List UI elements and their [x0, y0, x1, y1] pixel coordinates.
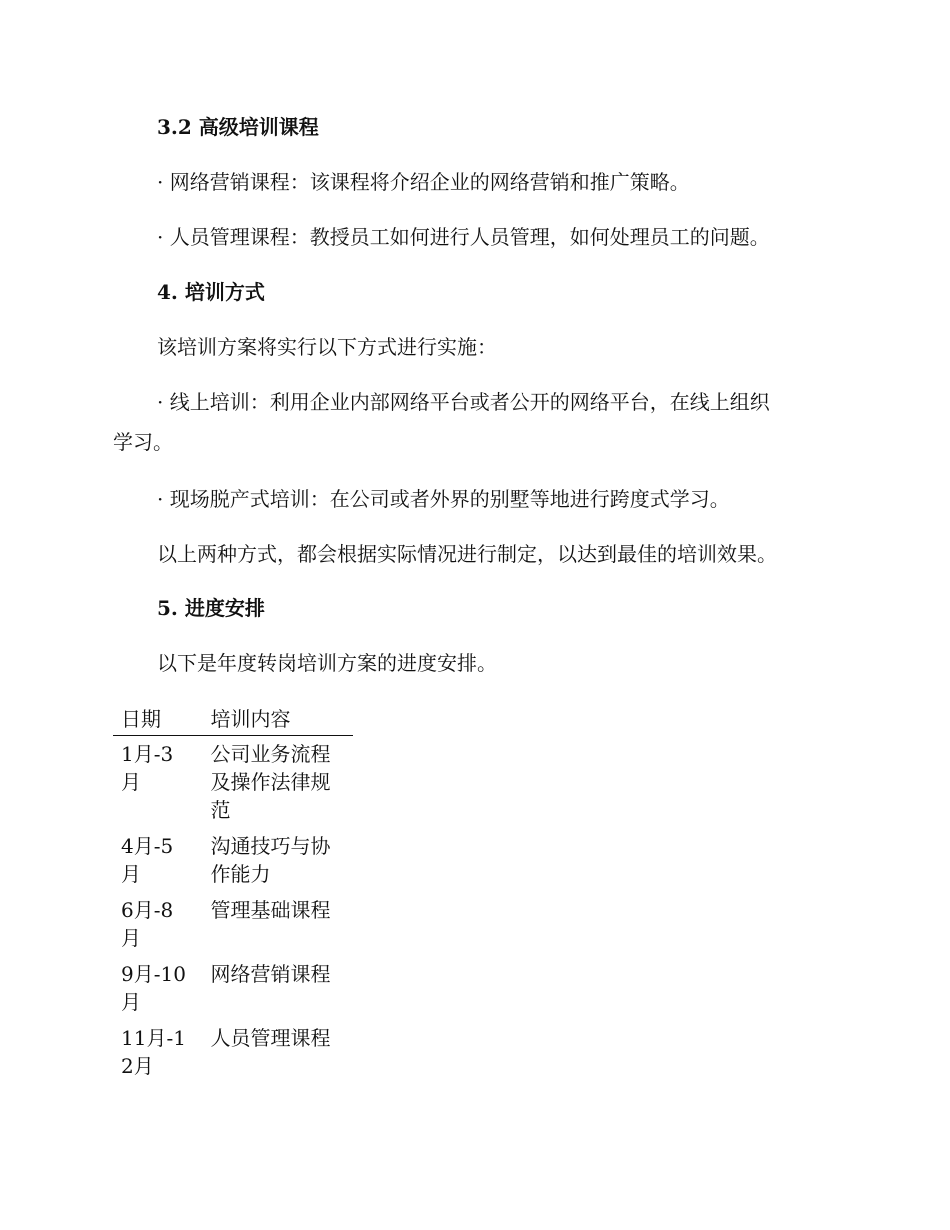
content-text: 沟通技巧与协作能力 [210, 834, 331, 886]
bullet-personnel-management: · 人员管理课程：教授员工如何进行人员管理，如何处理员工的问题。 [157, 225, 770, 249]
section-heading-4: 4. 培训方式 [157, 280, 265, 304]
date-text: 9月-10月 [121, 962, 186, 1014]
bullet-online-training-continuation: 学习。 [113, 430, 173, 454]
table-cell-content [202, 736, 353, 829]
paragraph-method-summary: 以上两种方式，都会根据实际情况进行制定，以达到最佳的培训效果。 [157, 542, 777, 566]
table-cell-date [113, 736, 202, 829]
paragraph-training-method-intro: 该培训方案将实行以下方式进行实施： [157, 335, 497, 359]
table-cell-date [113, 956, 202, 1020]
content-text: 人员管理课程 [210, 1026, 331, 1050]
paragraph-schedule-intro: 以下是年度转岗培训方案的进度安排。 [157, 651, 497, 675]
content-text: 公司业务流程及操作法律规范 [210, 742, 331, 822]
content-text: 管理基础课程 [210, 898, 331, 922]
table-row [113, 892, 353, 956]
table-cell-content [202, 1020, 353, 1084]
table-cell-content [202, 956, 353, 1020]
table-cell-content [202, 892, 353, 956]
table-row [113, 1020, 353, 1084]
bullet-network-marketing: · 网络营销课程：该课程将介绍企业的网络营销和推广策略。 [157, 170, 690, 194]
schedule-table [113, 703, 353, 1084]
content-text: 网络营销课程 [210, 962, 331, 986]
table-row [113, 828, 353, 892]
table-header-row [113, 703, 353, 736]
bullet-onsite-training: · 现场脱产式培训：在公司或者外界的别墅等地进行跨度式学习。 [157, 487, 730, 511]
section-heading-5: 5. 进度安排 [157, 596, 265, 620]
date-text: 1月-3月 [121, 742, 174, 794]
table-cell-date [113, 1020, 202, 1084]
column-header-content: 培训内容 [202, 703, 353, 736]
column-header-date: 日期 [113, 703, 202, 736]
bullet-online-training: · 线上培训：利用企业内部网络平台或者公开的网络平台，在线上组织 [157, 390, 770, 414]
date-text: 6月-8月 [121, 898, 174, 950]
table-row [113, 956, 353, 1020]
table-cell-content [202, 828, 353, 892]
section-heading-3-2: 3.2 高级培训课程 [157, 115, 319, 139]
table-cell-date [113, 828, 202, 892]
date-text: 11月-12月 [121, 1026, 186, 1078]
table-row [113, 736, 353, 829]
table-cell-date [113, 892, 202, 956]
date-text: 4月-5月 [121, 834, 174, 886]
